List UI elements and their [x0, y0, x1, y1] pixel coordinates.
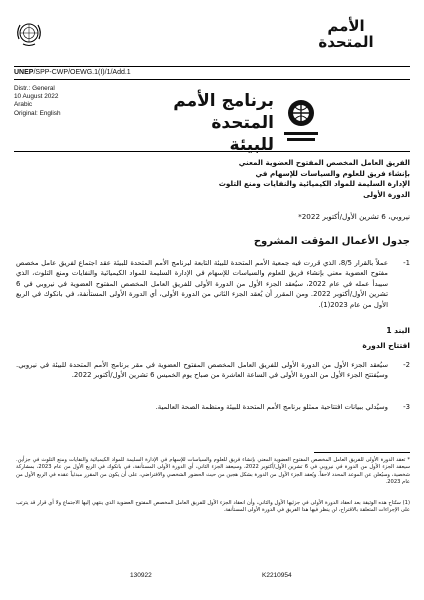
- paragraph-2-number: 2-: [403, 361, 410, 369]
- org-title-line1: الأمم: [327, 17, 365, 35]
- paragraph-2: [16, 360, 410, 381]
- paragraph-1: [16, 258, 410, 310]
- symbol-prefix: UNEP: [14, 69, 34, 76]
- job-number-right: K2210954: [262, 572, 292, 579]
- agenda-title: جدول الأعمال المؤقت المشروح: [253, 236, 410, 247]
- footnote-star: * تعقد الدورة الأولى للفريق العامل المخصص المفتوح العضوية المعني بإنشاء فريق للعلوم والسياسات للإسهام في الإدارة السليمة للمواد الكيميائية والنفايات ومنع التلوث في جزأين. سيعقد الجزء الأول من الدورة في نيروبي في 6 تشرين الأول/أكتوبر 2022، وسيعقد الجزء الثاني، أي الدورة الأولى المستأنفة، في بانكوك في الربع الأول من عام 2023، بمشاركة شخصية، وسيُعلن عن الموعد المحدد لاحقاً. ويُعقد الجزء الأول من الدورة بشكل هجين من حيث الحضور الشخصي والافتراضي، على أن يكون من المقرر مبدئياً عقده في الربع الأول من عام 2023.: [16, 457, 410, 486]
- item-label: البند 1: [386, 326, 410, 335]
- original-text: Original: English: [14, 109, 61, 117]
- date-text: 10 August 2022: [14, 93, 59, 101]
- header-rule: [14, 66, 410, 67]
- distr-text: Distr.: General: [14, 85, 55, 92]
- org-title-line2: المتحدة: [318, 33, 374, 51]
- document-symbol: [14, 69, 131, 76]
- document-meta: [14, 85, 61, 118]
- job-number-left: 130922: [130, 572, 152, 579]
- item-title: افتتاح الدورة: [362, 341, 410, 350]
- footnote-rule: [314, 452, 410, 453]
- programme-title: [164, 90, 274, 156]
- group-line3: الإدارة السليمة للمواد الكيميائية والنفايات ومنع التلوث: [218, 179, 410, 188]
- paragraph-1-text: عملاً بالقرار 8/5، الذي قررت فيه جمعية الأمم المتحدة للبيئة التابعة لبرنامج الأمم المتحدة للبيئة عقد اجتماع لفريق عامل مخصص مفتوح العضوية معني بإنشاء فريق للعلوم والسياسات للإسهام في الإدارة السليمة للمواد الكيميائية والنفايات ومنع التلوث، الذي سيبدأ عمله في عام 2022، سيُعقد الجزء الأول من الدورة الأولى للفريق العامل المخصص المفتوح العضوية في نيروبي في 6 تشرين الأول/أكتوبر 2022. ومن المقرر أن يُعقد الجزء الثاني من الدورة الأولى، أي الدورة الأولى المستأنفة، في بانكوك في الربع الأول من عام 2023(1).: [16, 259, 388, 309]
- paragraph-1-number: 1-: [403, 259, 410, 267]
- language-text: Arabic: [14, 101, 33, 109]
- paragraph-3-number: 3-: [403, 403, 410, 411]
- group-line4: الدورة الأولى: [363, 189, 410, 199]
- paragraph-3: [16, 402, 410, 412]
- symbol-rule: [14, 79, 410, 80]
- group-line2: بإنشاء فريق للعلوم والسياسات للإسهام في: [255, 168, 410, 178]
- paragraph-3-text: وسيُدلي ببيانات افتتاحية ممثلو برنامج الأمم المتحدة للبيئة ومنظمة الصحة العالمية.: [155, 403, 388, 411]
- unep-logo-icon: [278, 96, 324, 146]
- programme-title-line1: برنامج الأمم: [173, 91, 274, 111]
- group-line1: الفريق العامل المخصص المفتوح العضوية المعني: [238, 158, 410, 167]
- footnote-1: (1) ستُتاح هذه الوثيقة بعد انعقاد الدورة الأولى في جزئيها الأول والثاني، وأن انعقاد الجزء الأول للفريق العامل المخصص المفتوح العضوية الذي ينتهي إليها الاجتماع ولا أي قرار قد يترتب على الإجراءات المتعلقة بالاقتراح، لن ينظر فيها هذا الفريق في الدورة الأولى المستأنفة.: [16, 500, 410, 514]
- symbol-rest: /SPP-CWP/OEWG.1(I)/1/Add.1: [33, 69, 131, 76]
- session-location: نيروبي، 6 تشرين الأول/أكتوبر 2022*: [298, 212, 410, 221]
- programme-title-line2: المتحدة للبيئة: [211, 113, 274, 155]
- paragraph-2-text: سيُعقد الجزء الأول من الدورة الأولى للفريق العامل المخصص المفتوح العضوية في مقر برنامج الأمم المتحدة للبيئة في نيروبي. وسيُفتتح الجزء الأول من الدورة الأولى في الساعة العاشرة من صباح يوم الخميس 6 تشرين الأول/أكتوبر 2022.: [16, 361, 388, 380]
- org-title: [286, 18, 406, 50]
- title-rule: [14, 151, 410, 152]
- un-emblem-icon: [14, 20, 44, 48]
- working-group-heading: [30, 158, 410, 200]
